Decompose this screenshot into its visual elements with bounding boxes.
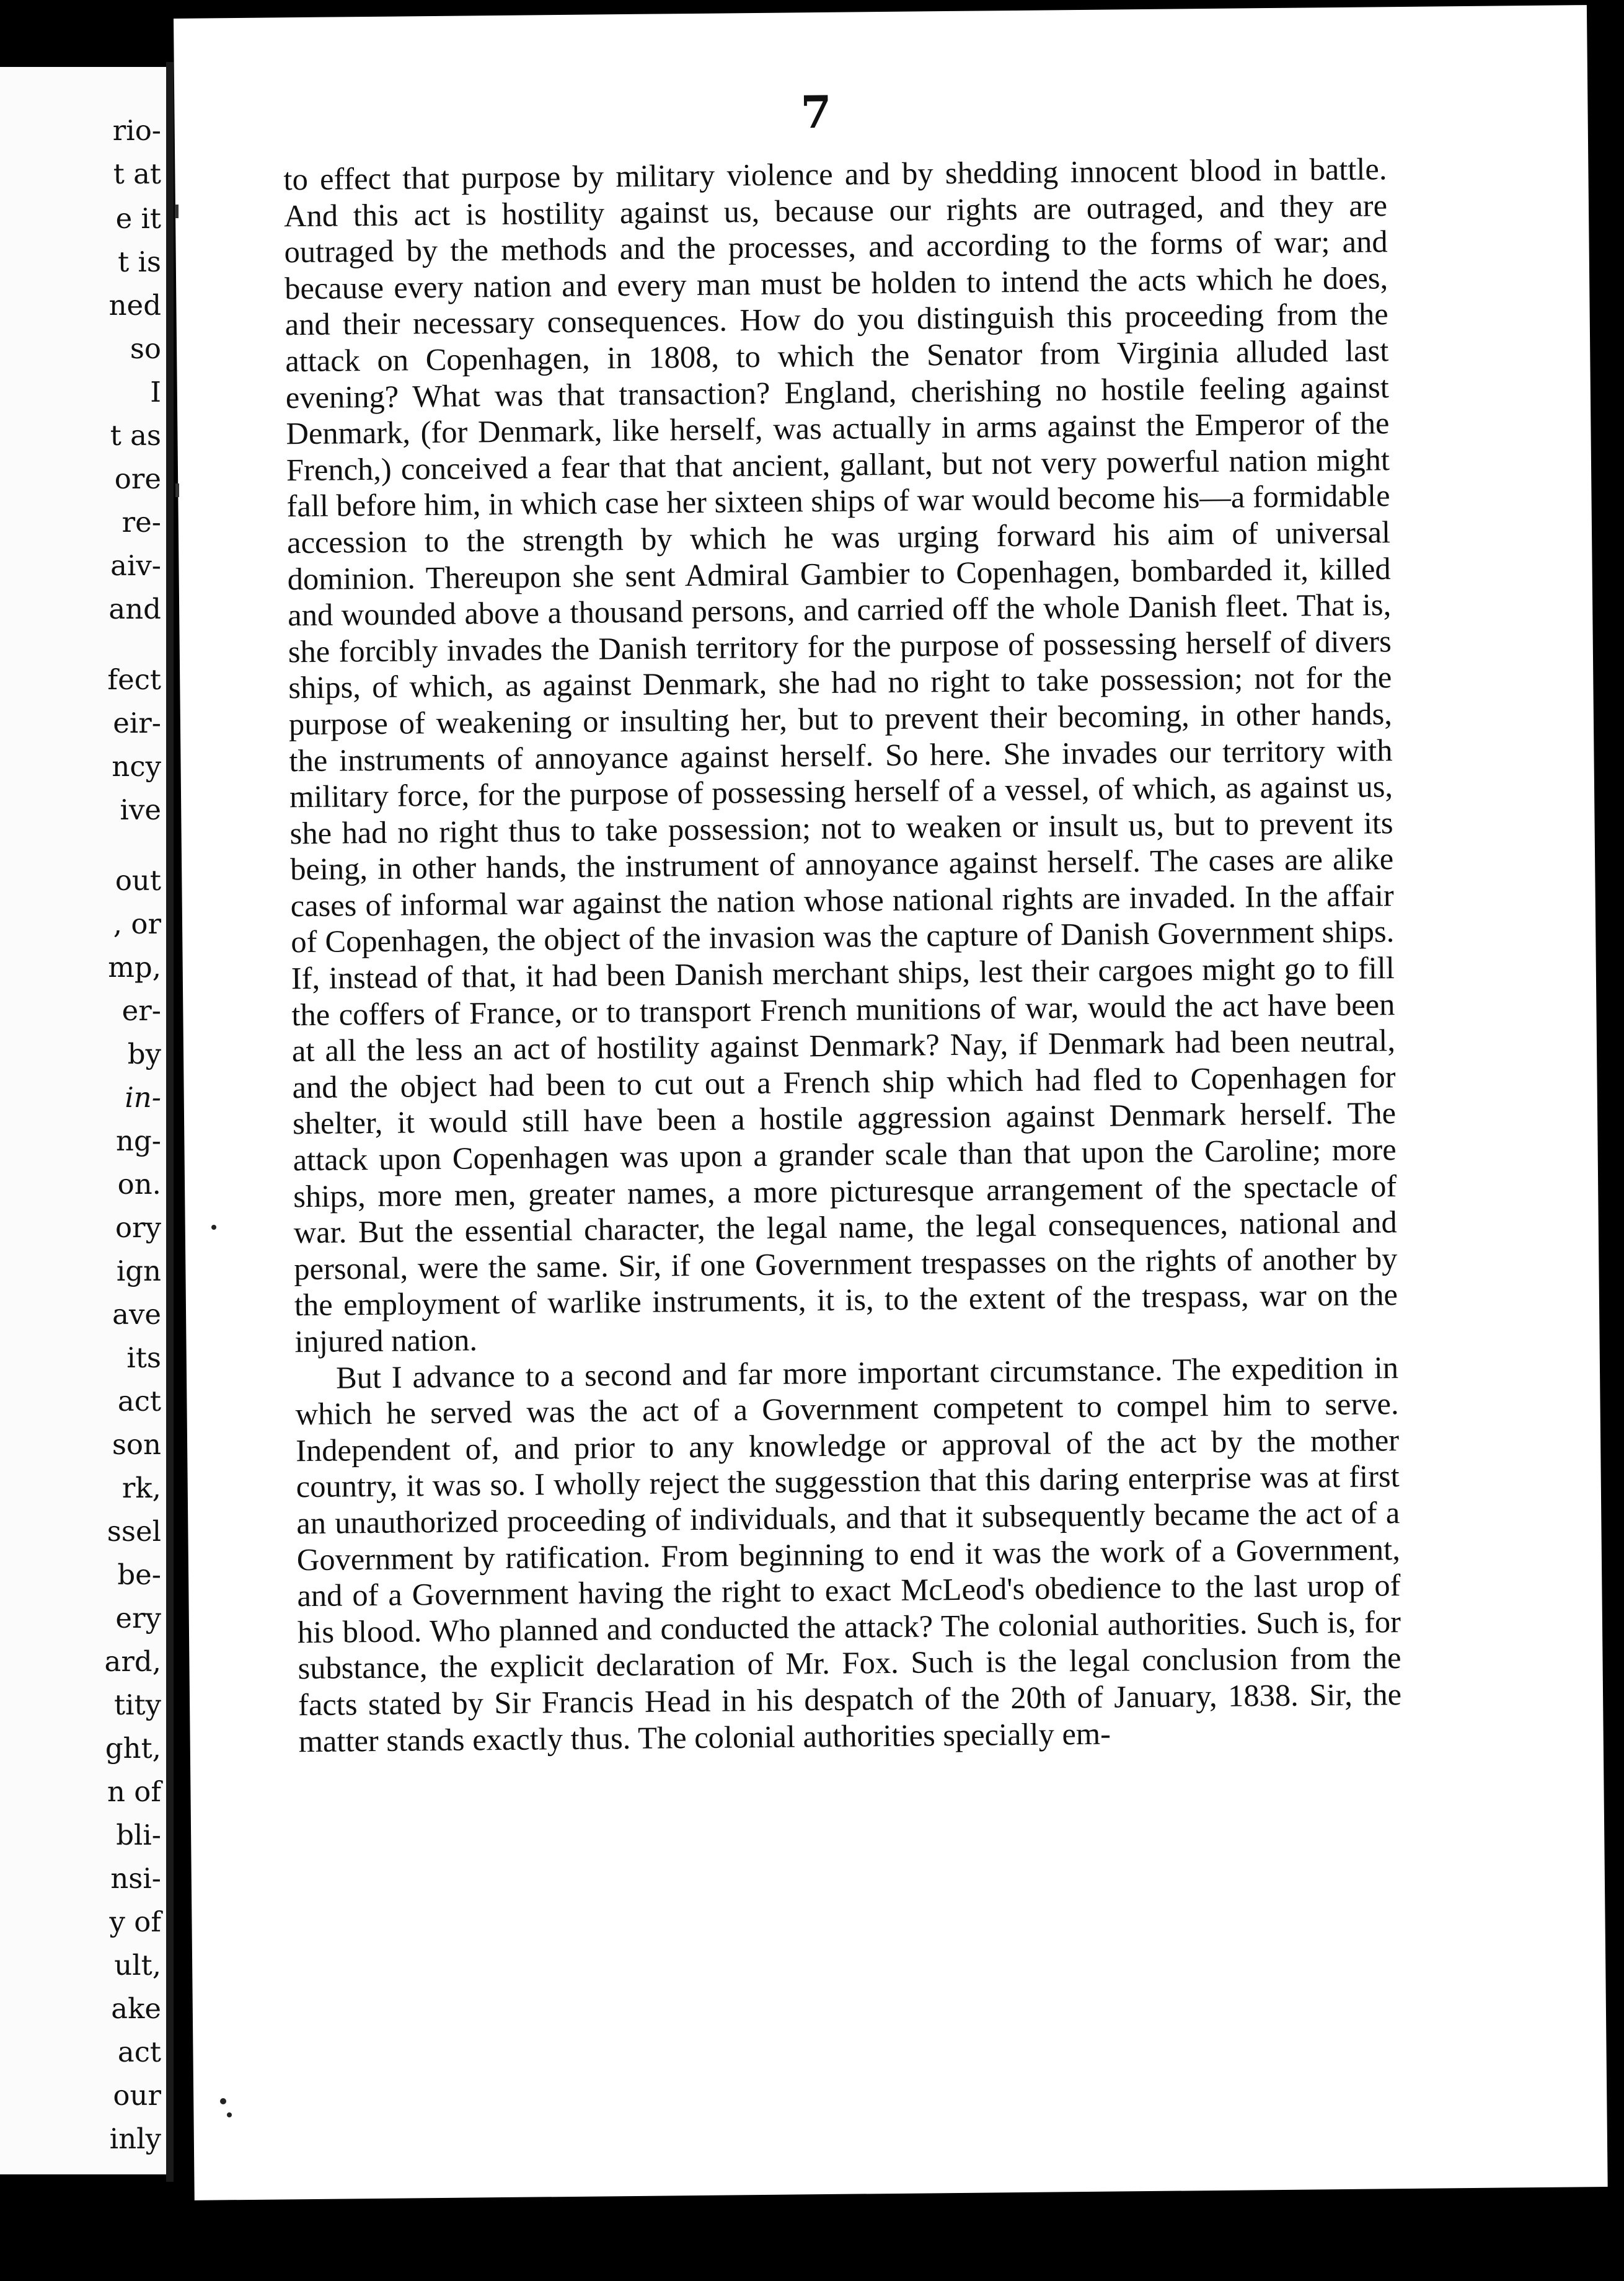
left-page-fragment: n of	[107, 1775, 161, 1808]
left-page-fragment: nsi-	[110, 1862, 161, 1895]
left-page-fragment: rk,	[121, 1471, 161, 1504]
left-page-fragment: t at	[113, 157, 161, 190]
left-page-fragment: inly	[109, 2122, 161, 2155]
left-page-fragment: re-	[121, 506, 161, 539]
left-page-fragment: rio-	[112, 114, 161, 147]
paragraph: to effect that purpose by military violence and by shedding innocent blood in battle. And this act is hostility against us, because our rights are outraged, and they are outraged by the methods and the processes, and according to the forms of war; and because every nation and every man must be holden to intend the acts which he does, and their necessary consequences. How do you distinguish this proceeding from the attack on Copenhagen, in 1808, to which the Senator from Virginia alluded last evening? What was that transaction? England, cherishing no hostile feeling against Denmark, (for Denmark, like herself, was actually in arms against the Emperor of the French,) conceived a fear that that ancient, gallant, but not very powerful nation might fall before him, in which case her sixteen ships of war would become his—a formidable accession to the strength by which he was urging forward his aim of universal dominion. Thereupon she sent Admiral Gambier to Copenhagen, bombarded it, killed and wounded above a thousand persons, and carried off the whole Danish fleet. That is, she forcibly invades the Danish territory for the purpose of possessing herself of divers ships, of which, as against Denmark, she had no right to take possession; not for the purpose of weakening or insulting her, but to prevent their becoming, in other hands, the instruments of annoyance against herself. So here. She invades our territory with military force, for the purpose of possessing herself of a vessel, of which, as against us, she had no right thus to take possession; not to weaken or insult us, but to prevent its being, in other hands, the instrument of annoyance against herself. The cases are alike cases of informal war against the nation whose national rights are invaded. In the affair of Copenhagen, the object of the invasion was the capture of Danish Government ships. If, instead of that, it had been Danish merchant ships, lest their cargoes might go to fill the coffers of France, or to transport French munitions of war, would the act have been at all the less an act of hostility against Denmark? Nay, if Denmark had been neutral, and the object had been to cut out a French ship which had fled to Copenhagen for shelter, it would still have been a hostile aggression against Denmark herself. The attack upon Copenhagen was upon a grander scale than that upon the Caroline; more ships, more men, greater names, a more picturesque arrangement of the spectacle of war. But the essential character, the legal name, the legal consequences, national and personal, were the same. Sir, if one Government trespasses on the rights of another by the employment of warlike instruments, it is, to the extent of the trespass, war on the injured nation.	[283, 151, 1398, 1359]
left-page-fragment: ive	[120, 793, 161, 826]
left-page-fragment: ng-	[116, 1124, 161, 1157]
left-page-fragment: act	[117, 1385, 161, 1418]
left-page-fragment: our	[113, 2079, 161, 2112]
left-page-fragment: by	[127, 1038, 161, 1070]
page-number: 7	[800, 85, 832, 139]
left-page-fragment: I	[150, 376, 161, 408]
left-page-fragment: ard,	[104, 1645, 161, 1678]
left-page-fragment: ned	[108, 289, 161, 322]
left-page-fragment: on.	[117, 1168, 161, 1201]
left-page-fragment: ory	[115, 1211, 161, 1244]
left-facing-page	[0, 67, 166, 2174]
left-page-fragment: ave	[112, 1298, 161, 1331]
left-page-fragment: eir-	[113, 707, 161, 739]
left-page-fragment: ore	[114, 462, 161, 495]
left-page-fragment: act	[117, 2036, 161, 2068]
left-page-fragment: ult,	[114, 1949, 161, 1982]
left-page-fragment: er-	[121, 994, 161, 1027]
left-page-fragment: ght,	[105, 1732, 161, 1765]
left-page-fragment: ery	[115, 1602, 161, 1635]
left-page-fragment: ncy	[112, 750, 161, 783]
left-page-fragment: in-	[125, 1081, 161, 1114]
main-page	[174, 5, 1608, 2200]
page-gutter	[166, 62, 174, 2182]
left-page-fragment: e it	[115, 202, 161, 235]
left-page-fragment: t as	[110, 419, 161, 452]
left-page-fragment: its	[126, 1341, 161, 1374]
left-page-fragment: y of	[109, 1905, 161, 1938]
paragraph: But I advance to a second and far more important circumstance. The expedition in which he served was the act of a Government competent to compel him to serve. Independent of, and prior to any knowledge or approval of the act by the mother country, it was so. I wholly reject the suggesstion that this daring enterprise was at first an unauthorized proceeding of individuals, and that it subsequently became the act of a Government by ratification. From beginning to end it was the work of a Government, and of a Government having the right to exact McLeod's obedience to the last urop of his blood. Who planned and conducted the attack? The colonial authorities. Such is, for substance, the explicit declaration of Mr. Fox. Such is the legal conclusion from the facts stated by Sir Francis Head in his despatch of the 20th of January, 1838. Sir, the matter stands exactly thus. The colonial authorities specially em-	[295, 1349, 1402, 1758]
left-page-fragment: aiv-	[110, 549, 161, 582]
left-page-fragment: , or	[113, 907, 161, 940]
left-page-fragment: ign	[116, 1255, 161, 1287]
left-page-fragment: t is	[118, 245, 161, 278]
left-page-fragment: bli-	[116, 1819, 161, 1851]
left-page-fragment: fect	[107, 663, 161, 696]
left-page-fragment: so	[130, 332, 161, 365]
left-page-fragment: out	[115, 864, 161, 897]
left-page-fragment: mp,	[108, 951, 161, 984]
left-page-fragment: tity	[114, 1688, 161, 1721]
body-text	[283, 151, 1402, 1759]
left-page-fragment: ake	[111, 1992, 161, 2025]
left-page-fragment: and	[108, 593, 161, 625]
left-page-fragment: be-	[117, 1558, 161, 1591]
left-page-fragment: ssel	[107, 1515, 161, 1548]
left-page-fragment: son	[112, 1428, 161, 1461]
